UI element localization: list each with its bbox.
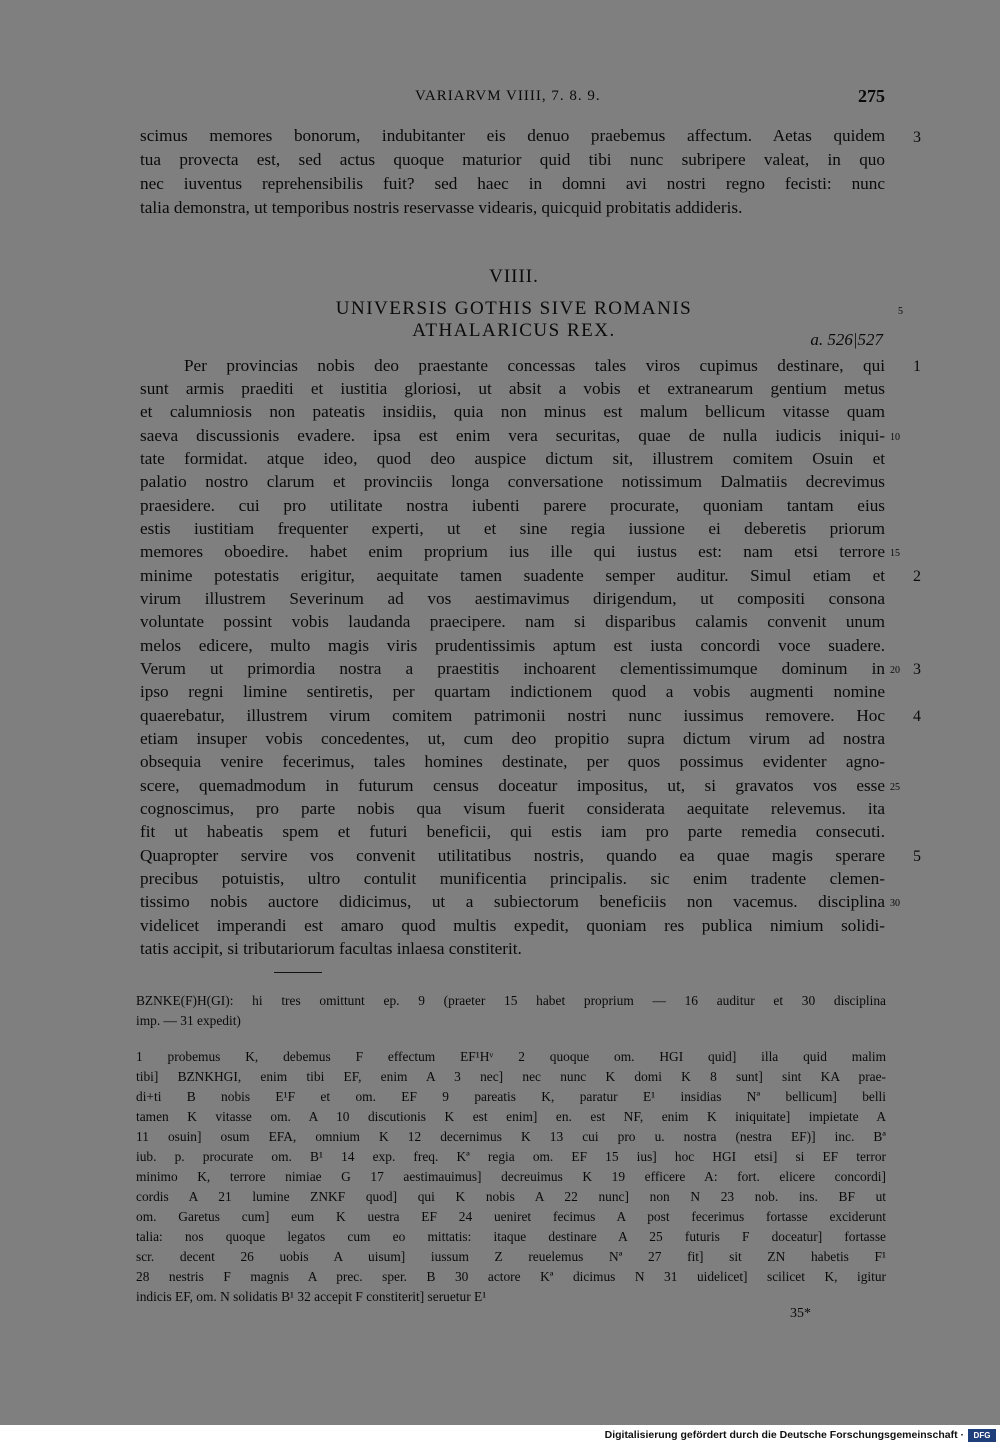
text-line: scimus memores bonorum, indubitanter eis denuo praebemus affectum. Aetas quidem bbox=[140, 126, 885, 145]
text-line: talia demonstra, ut temporibus nostris reservasse videaris, quicquid probitatis addideris. bbox=[140, 198, 743, 217]
apparatus-line: om. Garetus cum] eum K uestra EF 24 ueniret fecimus A post fecerimus fortasse exciderunt bbox=[136, 1209, 886, 1224]
text-line: minime potestatis erigitur, aequitate tamen suadente semper auditur. Simul etiam et bbox=[140, 566, 885, 585]
section-number: VIIII. bbox=[489, 266, 539, 287]
apparatus-line: di+ti B nobis E¹F et om. EF 9 pareatis K, paratur E¹ insidias Nª bellicum] belli bbox=[136, 1089, 886, 1104]
apparatus-line: tibi] BZNKHGI, enim tibi EF, enim A 3 nec] nec nunc K domi K 8 sunt] sint KA prae- bbox=[136, 1069, 886, 1084]
text-line: quaerebatur, illustrem virum comitem patrimonii nostri nunc iussimus removere. Hoc bbox=[140, 706, 885, 725]
text-line: tatis accipit, si tributariorum facultas inlaesa constiterit. bbox=[140, 939, 522, 958]
text-line: Quapropter servire vos convenit utilitatibus nostris, quando ea quae magis sperare bbox=[140, 846, 885, 865]
digitization-footer bbox=[0, 1425, 1000, 1447]
text-line: Verum ut primordia nostra a praestitis inchoarent clementissimumque dominum in bbox=[140, 659, 885, 678]
text-line: virum illustrem Severinum ad vos aestimavimus dirigendum, ut compositi consona bbox=[140, 589, 885, 608]
text-line: cognoscimus, pro parte nobis qua visum fuerit considerata aequitate relevemus. ita bbox=[140, 799, 885, 818]
address-line: UNIVERSIS GOTHIS SIVE ROMANIS bbox=[335, 298, 693, 319]
address-line: ATHALARICUS REX. bbox=[412, 320, 616, 341]
margin-line-number: 5 bbox=[898, 306, 903, 317]
text-line: scere, quemadmodum in futurum census doceatur impositus, ut, si gravatos vos esse bbox=[140, 776, 885, 795]
text-line: etiam insuper vobis concedentes, ut, cum deo propitio supra dictum virum ad nostra bbox=[140, 729, 885, 748]
text-line: ipso regni limine sentiretis, per quartam indictionem quod a vobis augmenti nomine bbox=[140, 682, 885, 701]
signature-mark: 35* bbox=[790, 1306, 811, 1321]
margin-section-number: 1 bbox=[913, 358, 921, 375]
margin-line-number: 15 bbox=[890, 548, 900, 559]
funding-notice: Digitalisierung gefördert durch die Deutsche Forschungsgemeinschaft · bbox=[604, 1429, 964, 1441]
apparatus-line: minimo K, terrore nimiae G 17 aestimauimus] decreuimus K 19 efficere A: fort. elicere concordi] bbox=[136, 1169, 886, 1184]
running-head: VARIARVM VIIII, 7. 8. 9. bbox=[415, 88, 601, 104]
dfg-logo-icon: DFG bbox=[968, 1429, 996, 1442]
footnote-rule bbox=[274, 972, 322, 973]
apparatus-line: 28 nestris F magnis A prec. sper. B 30 actore Kª dicimus N 31 uidelicet] scilicet K, igitur bbox=[136, 1269, 886, 1284]
text-line: saeva discussionis evadere. ipsa est enim vera securitas, quae de nulla iudicis iniqui- bbox=[140, 426, 885, 445]
margin-line-number: 25 bbox=[890, 782, 900, 793]
text-line: memores oboedire. habet enim proprium ius ille qui iustus est: nam etsi terrore bbox=[140, 542, 885, 561]
margin-section-number: 3 bbox=[913, 129, 921, 146]
margin-section-number: 3 bbox=[913, 661, 921, 678]
margin-line-number: 10 bbox=[890, 432, 900, 443]
text-line: palatio nostro clarum et provinciis longa conversatione notissimum Dalmatiis decrevimus bbox=[140, 472, 885, 491]
text-line: praesidere. cui pro utilitate nostra iubenti parere procurate, quoniam tantam eius bbox=[140, 496, 885, 515]
text-line: tua provecta est, sed actus quoque maturior quid tibi nunc subripere valeat, in quo bbox=[140, 150, 885, 169]
text-line: tissimo nobis auctore didicimus, ut a subiectorum beneficiis non vacemus. disciplina bbox=[140, 892, 885, 911]
sigla-note-line: imp. — 31 expedit) bbox=[136, 1013, 241, 1028]
text-line: Per provincias nobis deo praestante concessas tales viros cupimus destinare, qui bbox=[184, 356, 885, 375]
letter-date: a. 526|527 bbox=[810, 330, 883, 349]
text-line: nec iuventus reprehensibilis fuit? sed haec in domni avi nostri regno fecisti: nunc bbox=[140, 174, 885, 193]
margin-line-number: 20 bbox=[890, 665, 900, 676]
apparatus-line: talia: nos quoque legatos cum eo mittatis: itaque destinare A 25 futuris F doceatur] fortasse bbox=[136, 1229, 886, 1244]
text-line: melos edicere, multo magis viris prudentissimis aptum est iusta concordi voce suadere. bbox=[140, 636, 885, 655]
text-line: tate formidat. atque ideo, quod deo auspice dictum sit, illustrem comitem Osuin et bbox=[140, 449, 885, 468]
running-header bbox=[140, 88, 885, 112]
margin-section-number: 2 bbox=[913, 568, 921, 585]
text-line: obsequia venire fecerimus, tales homines destinate, per quos possimus evidenter agno- bbox=[140, 752, 885, 771]
apparatus-line: 11 osuin] osum EFA, omnium K 12 decernimus K 13 cui pro u. nostra (nestra EF)] inc. Bª bbox=[136, 1129, 886, 1144]
text-line: sunt armis praediti et iustitia gloriosi, ut absit a vobis et extranearum gentium metus bbox=[140, 379, 885, 398]
text-line: voluntate possint vobis laudanda praecipere. nam si disparibus calamis convenit unum bbox=[140, 612, 885, 631]
text-line: et calumniosis non pateatis insidiis, quia non minus est malum bellicum vitasse quam bbox=[140, 402, 885, 421]
text-line: precibus potuistis, ultro contulit munificentia principalis. sic enim tradente clemen- bbox=[140, 869, 885, 888]
sigla-note-line: BZNKE(F)H(GI): hi tres omittunt ep. 9 (praeter 15 habet proprium — 16 auditur et 30 disciplina bbox=[136, 993, 886, 1008]
page-number: 275 bbox=[858, 86, 885, 106]
margin-section-number: 4 bbox=[913, 708, 921, 725]
apparatus-line: tamen K vitasse om. A 10 discutionis K est enim] en. est NF, enim K iniquitate] impietate A bbox=[136, 1109, 886, 1124]
apparatus-line: iub. p. procurate om. B¹ 14 exp. freq. Kª regia om. EF 15 ius] hoc HGI etsi] si EF terror bbox=[136, 1149, 886, 1164]
text-line: fit ut habeatis spem et futuri beneficii, qui estis iam pro parte remedia consecuti. bbox=[140, 822, 885, 841]
apparatus-line: indicis EF, om. N solidatis B¹ 32 accepit F constiterit] seruetur E¹ bbox=[136, 1289, 487, 1304]
text-line: videlicet imperandi est amaro quod multis expedit, quoniam res publica nimium solidi- bbox=[140, 916, 885, 935]
margin-line-number: 30 bbox=[890, 898, 900, 909]
text-line: estis iustitiam frequenter experti, ut et sine regia iussione ei deberetis priorum bbox=[140, 519, 885, 538]
apparatus-line: cordis A 21 lumine ZNKF quod] qui K nobis A 22 nunc] non N 23 nob. ins. BF ut bbox=[136, 1189, 886, 1204]
apparatus-line: 1 probemus K, debemus F effectum EF¹Hᵛ 2 quoque om. HGI quid] illa quid malim bbox=[136, 1049, 886, 1064]
margin-section-number: 5 bbox=[913, 848, 921, 865]
apparatus-line: scr. decent 26 uobis A uisum] iussum Z reuelemus Nª 27 fit] sit ZN habetis F¹ bbox=[136, 1249, 886, 1264]
